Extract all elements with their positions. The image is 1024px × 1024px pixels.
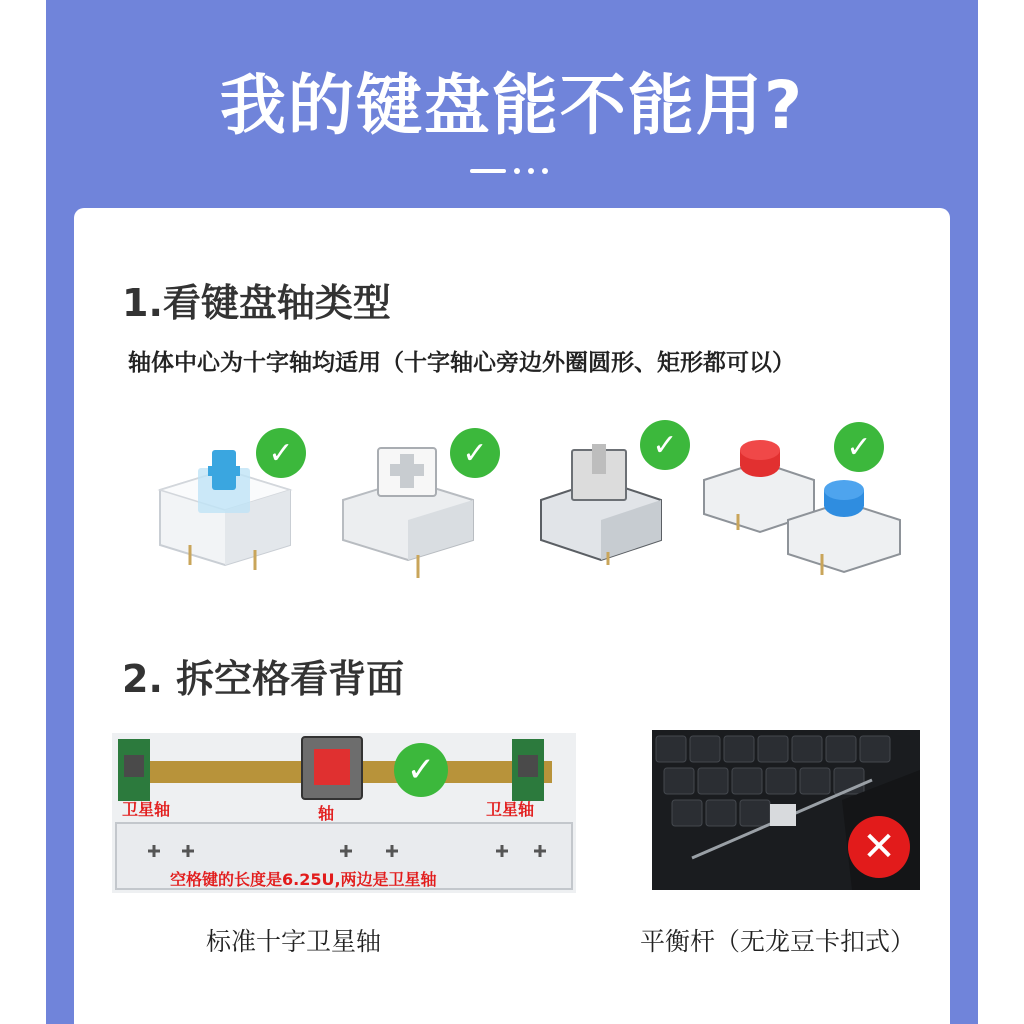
content-card bbox=[74, 208, 950, 1024]
title-divider bbox=[470, 168, 548, 174]
section1-subtitle: 轴体中心为十字轴均适用（十字轴心旁边外圈圆形、矩形都可以） bbox=[128, 350, 795, 376]
section1-heading: 1.看键盘轴类型 bbox=[122, 281, 391, 325]
satellite-label-left: 卫星轴 bbox=[122, 800, 171, 819]
section2-heading: 2. 拆空格看背面 bbox=[122, 657, 405, 701]
caption-standard-satellite: 标准十字卫星轴 bbox=[206, 927, 382, 956]
check-icon: ✓ bbox=[450, 428, 500, 478]
cross-icon: ✕ bbox=[848, 816, 910, 878]
check-icon: ✓ bbox=[640, 420, 690, 470]
satellite-label-right: 卫星轴 bbox=[486, 800, 535, 819]
page-title: 我的键盘能不能用? bbox=[219, 67, 805, 144]
check-icon: ✓ bbox=[394, 743, 448, 797]
check-icon: ✓ bbox=[256, 428, 306, 478]
caption-balance-bar: 平衡杆（无龙豆卡扣式） bbox=[640, 927, 916, 956]
check-icon: ✓ bbox=[834, 422, 884, 472]
spacebar-satellite-photo bbox=[112, 733, 576, 893]
balance-bar-photo bbox=[652, 730, 920, 890]
spacebar-note: 空格键的长度是6.25U,两边是卫星轴 bbox=[170, 870, 437, 889]
center-switch-label: 轴 bbox=[318, 804, 335, 823]
